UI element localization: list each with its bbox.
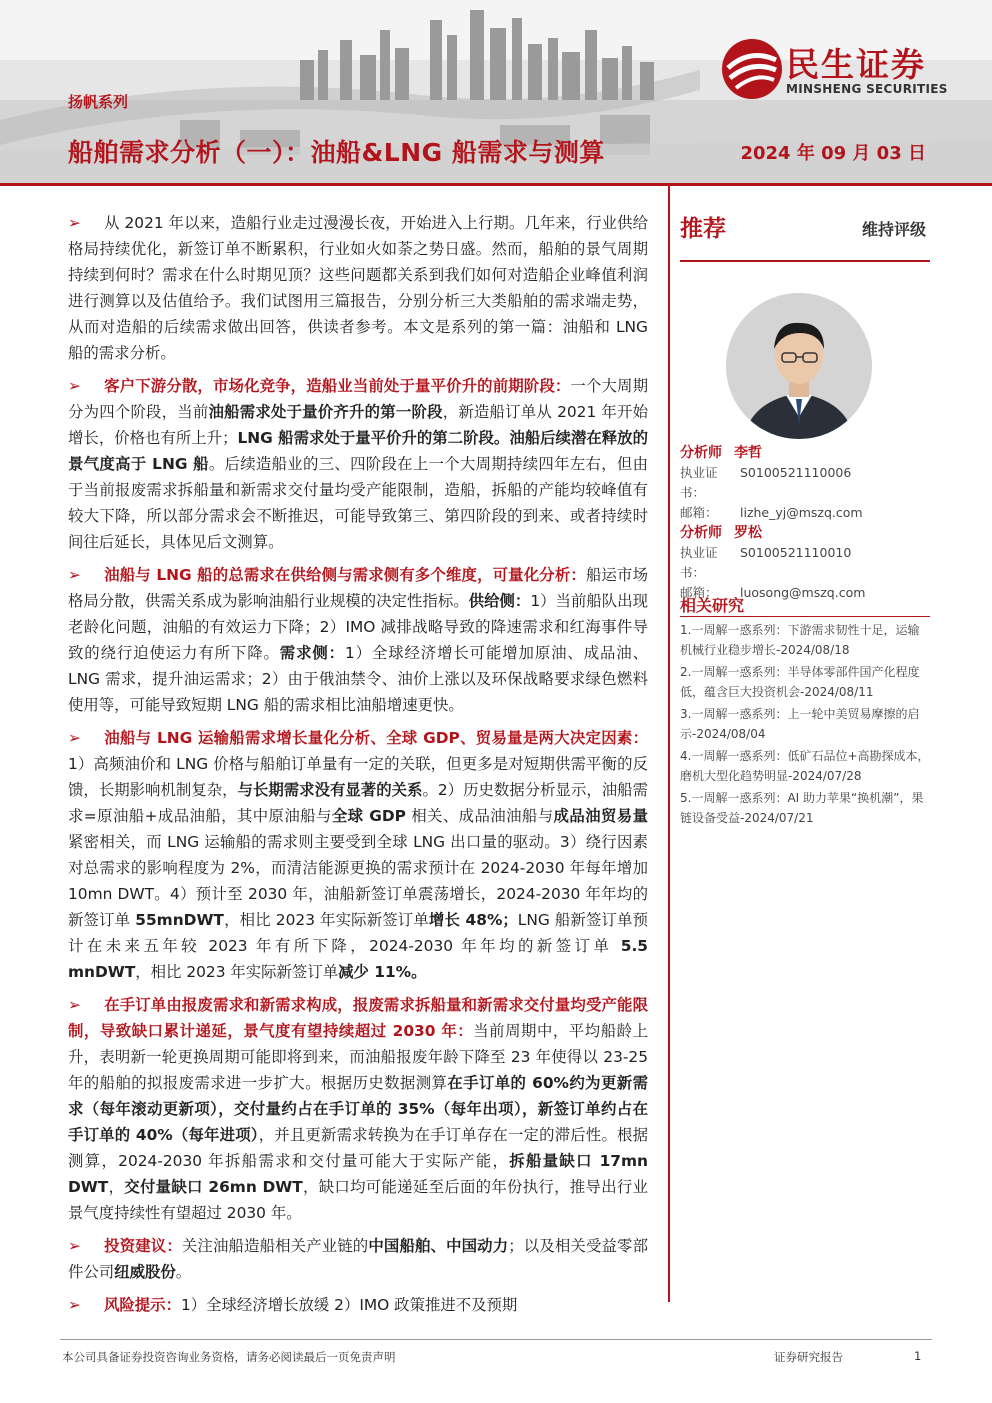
report-date: 2024 年 09 月 03 日 (740, 143, 926, 164)
quant-text: ，相比 2023 年实际新签订单 (223, 911, 429, 929)
analyst-info (680, 443, 930, 603)
rating-panel (680, 196, 930, 262)
paragraph-intro (68, 210, 648, 366)
bullet-icon: ➢ (68, 996, 81, 1014)
risk-heading: 风险提示： (104, 1296, 181, 1314)
quant-heading: 油船与 LNG 运输船需求增长量化分析、全球 GDP、贸易量是两大决定因素： (104, 729, 648, 747)
analyst-1-name-row (680, 443, 930, 463)
related-research-title: 相关研究 (680, 596, 745, 615)
analyst-role: 分析师 (680, 445, 722, 461)
orders-emphasis: 拆船量缺口 17mn DWT (68, 1152, 648, 1196)
footer-disclaimer: 本公司具备证券投资咨询业务资格，请务必阅读最后一页免责声明 (62, 1350, 396, 1364)
orders-text: ， (108, 1178, 125, 1196)
analyst-name: 罗松 (734, 525, 762, 541)
analyst-1-cert-row (680, 463, 930, 503)
quant-emphasis: 5.5 mnDWT (68, 937, 648, 981)
supply-side-label: 供给侧： (468, 592, 531, 610)
bullet-icon: ➢ (68, 729, 81, 747)
orders-emphasis: 在手订单的 60%约为更新需求（每年滚动更新项），交付量约占在手订单的 35%（每年出项），新签订单约占在手订单的 40%（每年进项） (68, 1074, 648, 1144)
cert-number: S0100521110010 (740, 545, 852, 560)
quant-text: 相关、成品油油船与 (405, 807, 554, 825)
analyst-2-name-row (680, 523, 930, 543)
analyst-photo (726, 293, 872, 439)
quant-emphasis: 减少 11%。 (338, 963, 427, 981)
email-label: 邮箱： (680, 585, 718, 600)
related-item[interactable]: 3.一周解一惑系列：上一轮中美贸易摩擦的启示-2024/08/04 (680, 707, 920, 741)
cycle-text: 。后续造船业的三、四阶段在上一个大周期持续四年左右，但由于当前报废需求拆船量和新需求交付量均受产能限制，造船，拆船的产能均较峰值有较大下降，所以部分需求会不断推迟，可能导致第三、第四阶段的到来、或者持续时间往后延长，具体见后文测算。 (68, 455, 648, 551)
header-divider (0, 183, 992, 186)
header-banner (0, 0, 992, 183)
paragraph-supply-demand (68, 562, 648, 718)
paragraph-orders (68, 992, 648, 1226)
cert-label: 执业证书： (680, 545, 718, 580)
supply-demand-text: 1）全球经济增长可能增加原油、成品油、LNG 需求，提升油运需求；2）由于俄油禁令、油价上涨以及环保战略要求绿色燃料使用等，可能导致短期 LNG 船的需求相比油船增速更快。 (68, 644, 648, 714)
analyst-name: 李哲 (734, 445, 762, 461)
orders-emphasis: 交付量缺口 26mn DWT (124, 1178, 303, 1196)
investment-text: 。 (175, 1263, 192, 1281)
email-link[interactable]: lizhe_yj@mszq.com (740, 505, 863, 520)
quant-text: 紧密相关，而 LNG 运输船的需求则主要受到全球 LNG 出口量的驱动。3）绕行因素对总需求的影响程度为 2%，而清洁能源更换的需求预计在 2024-2030 年每年增加 10mn DWT。4）预计至 2030 年，油船新签订单震荡增长，2024-2030 年年均的新签订单 (68, 833, 648, 929)
quant-emphasis: 增长 48%； (428, 911, 518, 929)
email-label: 邮箱： (680, 505, 718, 520)
column-divider (668, 186, 670, 1302)
bullet-icon: ➢ (68, 377, 81, 395)
paragraph-risk (68, 1292, 648, 1318)
rating-row (680, 196, 930, 262)
related-item[interactable]: 1.一周解一惑系列：下游需求韧性十足，运输机械行业稳步增长-2024/08/18 (680, 623, 920, 657)
logo-name-cn: 民生证券 (786, 45, 926, 84)
supply-demand-heading: 油船与 LNG 船的总需求在供给侧与需求侧有多个维度，可量化分析： (104, 566, 586, 584)
quant-text: 1）高频油价和 LNG 价格与船舶订单量有一定的关联，但更多是对短期供需平衡的反馈，长期影响机制复杂， (68, 755, 648, 799)
summary-body (68, 210, 648, 1325)
rating-label: 推荐 (680, 216, 726, 242)
investment-emphasis: 中国船舶、中国动力 (368, 1237, 509, 1255)
cycle-emphasis: 油船需求处于量价齐升的第一阶段 (208, 403, 443, 421)
series-label: 扬帆系列 (68, 93, 129, 111)
cycle-text: ，新造船订单从 2021 年开始增长，价格也有所上升； (68, 403, 648, 447)
bullet-icon: ➢ (68, 1296, 81, 1314)
cycle-text: 一个大周期分为四个阶段，当前 (68, 377, 648, 421)
cycle-heading: 客户下游分散，市场化竞争，造船业当前处于量平价升的前期阶段： (104, 377, 571, 395)
supply-demand-text: 1）当前船队出现老龄化问题，油船的有效运力下降；2）IMO 减排战略导致的降速需求和红海事件导致的绕行迫使运力有所下降。 (68, 592, 648, 662)
footer-divider (60, 1339, 932, 1340)
quant-text: LNG 船新签订单预计在未来五年较 2023 年有所下降，2024-2030 年年均的新签订单 (68, 911, 648, 955)
supply-demand-text: 船运市场格局分散，供需关系成为影响油船行业规模的决定性指标。 (68, 566, 648, 610)
orders-heading: 在手订单由报废需求和新需求构成，报废需求拆船量和新需求交付量均受产能限制，导致缺口累计递延，景气度有望持续超过 2030 年： (68, 996, 648, 1040)
demand-side-label: 需求侧： (279, 644, 345, 662)
cycle-emphasis: LNG 船需求处于量平价升的第二阶段。油船后续潜在释放的景气度高于 LNG 船 (68, 429, 648, 473)
quant-text: ，相比 2023 年实际新签订单 (135, 963, 339, 981)
quant-emphasis: 成品油贸易量 (553, 807, 648, 825)
related-item[interactable]: 5.一周解一惑系列：AI 助力苹果“换机潮”，果链设备受益-2024/07/21 (680, 791, 924, 825)
page-number: 1 (914, 1349, 922, 1363)
paragraph-quant (68, 725, 648, 985)
analyst-role: 分析师 (680, 525, 722, 541)
investment-text: ；以及相关受益零部件公司 (68, 1237, 648, 1281)
orders-text: ，缺口均可能递延至后面的年份执行，推导出行业景气度持续性有望超过 2030 年。 (68, 1178, 648, 1222)
bullet-icon: ➢ (68, 1237, 81, 1255)
rating-status: 维持评级 (861, 220, 926, 239)
analyst-portrait-icon (726, 293, 872, 439)
cert-number: S0100521110006 (740, 465, 852, 480)
related-divider (680, 616, 930, 617)
report-title: 船舶需求分析（一）：油船&LNG 船需求与测算 (68, 138, 605, 167)
email-link[interactable]: luosong@mszq.com (740, 585, 866, 600)
analyst-2-cert-row (680, 543, 930, 583)
analyst-1-email-row (680, 503, 930, 523)
related-item[interactable]: 2.一周解一惑系列：半导体零部件国产化程度低，蕴含巨大投资机会-2024/08/11 (680, 665, 920, 699)
paragraph-cycle (68, 373, 648, 555)
related-research-list (680, 620, 930, 830)
orders-text: ，并且更新需求转换为在手订单存在一定的滞后性。根据测算，2024-2030 年拆船需求和交付量可能大于实际产能， (68, 1126, 648, 1170)
investment-text: 关注油船造船相关产业链的 (181, 1237, 369, 1255)
bullet-icon: ➢ (68, 566, 81, 584)
quant-emphasis: 全球 GDP (331, 807, 406, 825)
footer-doc-type: 证券研究报告 (774, 1350, 843, 1364)
paragraph-investment (68, 1233, 648, 1285)
investment-emphasis: 纽威股份 (114, 1263, 176, 1281)
intro-text: 从 2021 年以来，造船行业走过漫漫长夜，开始进入上行期。几年来，行业供给格局持续优化，新签订单不断累积，行业如火如荼之势日盛。然而，船舶的景气周期持续到何时？需求在什么时期见顶？这些问题都关系到我们如何对造船企业峰值利润进行测算以及估值给予。我们试图用三篇报告，分别分析三大类船舶的需求端走势，从而对造船的后续需求做出回答，供读者参考。本文是系列的第一篇：油船和 LNG 船的需求分析。 (68, 214, 648, 362)
quant-emphasis: 55mnDWT (135, 911, 224, 929)
bullet-icon: ➢ (68, 214, 81, 232)
quant-emphasis: 与长期需求没有显著的关系 (237, 781, 423, 799)
cert-label: 执业证书： (680, 465, 718, 500)
related-item[interactable]: 4.一周解一惑系列：低矿石品位+高勘探成本，磨机大型化趋势明显-2024/07/28 (680, 749, 930, 783)
risk-text: 1）全球经济增长放缓 2）IMO 政策推进不及预期 (180, 1296, 518, 1314)
investment-heading: 投资建议： (104, 1237, 182, 1255)
logo-name-en: MINSHENG SECURITIES (786, 82, 948, 96)
quant-text: 。2）历史数据分析显示，油船需求=原油船+成品油船，其中原油船与 (68, 781, 648, 825)
orders-text: 当前周期中，平均船龄上升，表明新一轮更换周期可能即将到来，而油船报废年龄下降至 23 年使得以 23-25 年的船舶的拟报废需求进一步扩大。根据历史数据测算 (68, 1022, 648, 1092)
